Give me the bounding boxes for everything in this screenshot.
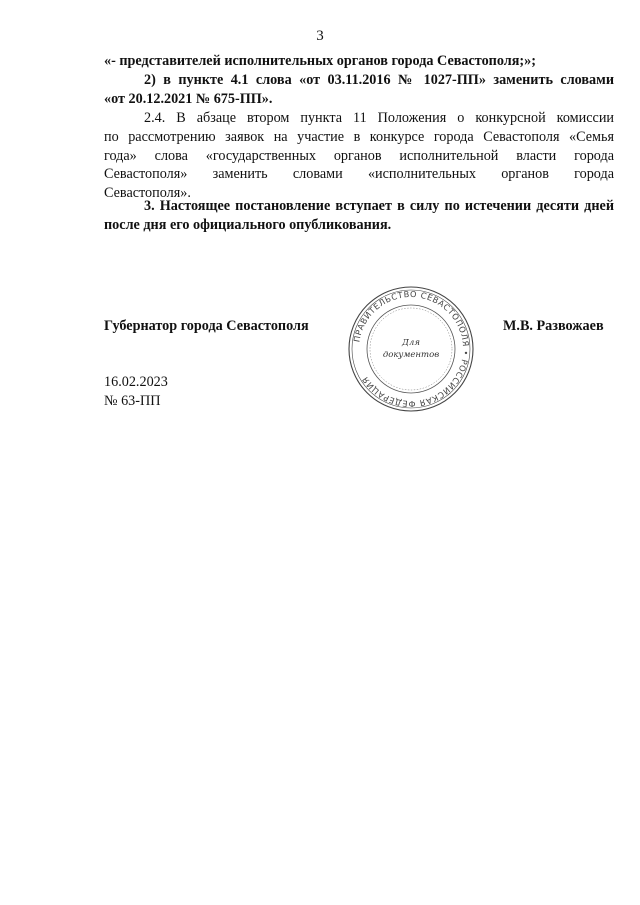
paragraph-4 — [104, 197, 614, 235]
paragraph-4-line-2: после дня его официального опубликования. — [104, 216, 392, 233]
page-number: 3 — [316, 28, 324, 44]
paragraph-3-line-1: 2.4. В абзаце втором пункта 11 Положения о конкурсной комиссии — [144, 110, 614, 126]
document-number: № 63-ПП — [104, 393, 161, 409]
paragraph-3-line-4: Севастополя» заменить словами «исполнительных органов города — [104, 166, 614, 183]
document-date: 16.02.2023 — [104, 374, 168, 390]
paragraph-3-line-5: Севастополя». — [104, 185, 191, 202]
paragraph-1-line-1: «- представителей исполнительных органов города Севастополя;»; — [104, 53, 536, 69]
stamp-center-line-2: документов — [382, 350, 440, 360]
paragraph-3-line-2: по рассмотрению заявок на участие в конкурсе города Севастополя «Семья — [104, 128, 614, 145]
signatory-position: Губернатор города Севастополя — [104, 318, 309, 334]
signatory-name: М.В. Развожаев — [503, 318, 604, 334]
paragraph-2-line-1: 2) в пункте 4.1 слова «от 03.11.2016 № 1027-ПП» заменить словами — [144, 72, 614, 88]
official-stamp — [346, 284, 476, 414]
paragraph-2-line-2: «от 20.12.2021 № 675-ПП». — [104, 90, 273, 107]
paragraph-1 — [104, 52, 614, 71]
paragraph-3-line-3: года» слова «государственных органов исполнительной власти города — [104, 147, 614, 164]
paragraph-2 — [104, 71, 614, 109]
stamp-outer-text: ПРАВИТЕЛЬСТВО СЕВАСТОПОЛЯ • РОССИЙСКАЯ ФЕДЕРАЦИЯ — [351, 288, 472, 410]
paragraph-4-line-1: 3. Настоящее постановление вступает в силу по истечении десяти дней — [144, 198, 614, 214]
paragraph-3 — [104, 109, 614, 203]
stamp-center-line-1: Для — [402, 338, 420, 348]
